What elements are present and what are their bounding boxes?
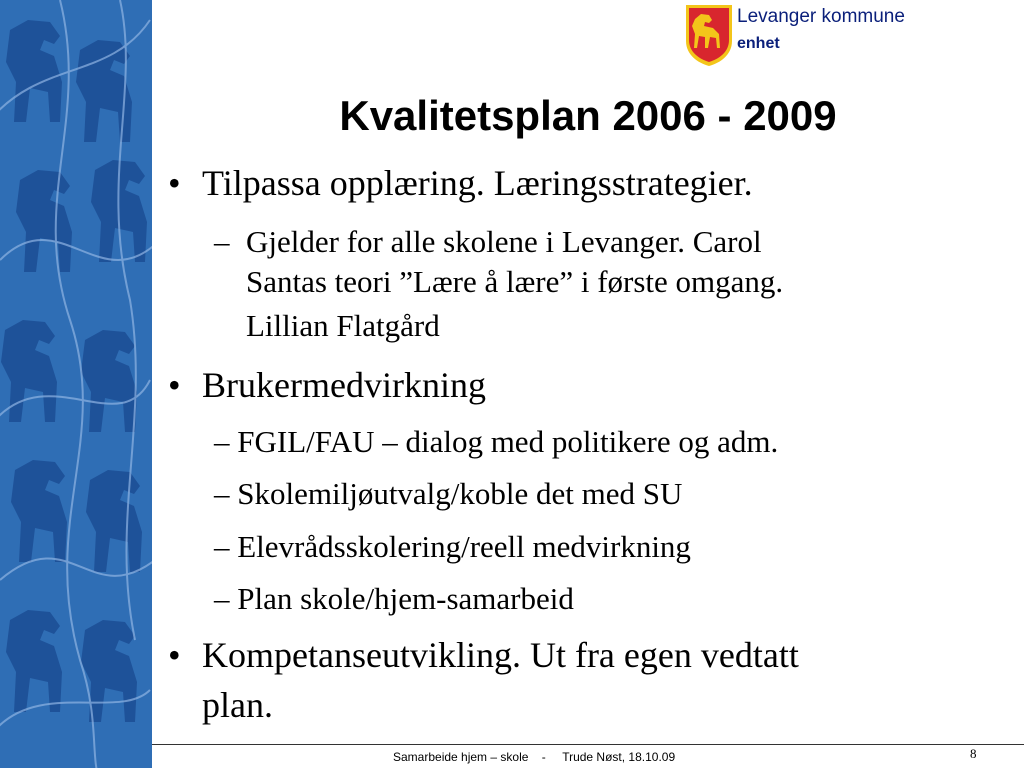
- sub-bullet-item: [214, 579, 574, 619]
- page-number: 8: [970, 746, 977, 761]
- bullet-text: Tilpassa opplæring. Læringsstrategier.: [202, 163, 753, 203]
- sub-bullet-text: Plan skole/hjem-samarbeid: [237, 581, 574, 616]
- dash-marker: –: [214, 476, 230, 511]
- sub-bullet-text: Skolemiljøutvalg/koble det med SU: [237, 476, 683, 511]
- dash-marker: –: [214, 424, 230, 459]
- organization-name: Levanger kommune: [737, 6, 905, 27]
- organization-unit: enhet: [737, 35, 780, 52]
- bullet-marker: •: [168, 365, 181, 405]
- bullet-marker: •: [168, 635, 181, 675]
- dash-marker: –: [214, 529, 230, 564]
- levanger-logo: [684, 3, 734, 67]
- footer-divider: [152, 744, 1024, 745]
- bullet-text: Brukermedvirkning: [202, 365, 486, 405]
- footer-text: Samarbeide hjem – skole - Trude Nøst, 18.10.09: [393, 750, 676, 764]
- sub-bullet-item: [214, 422, 778, 462]
- sub-bullet-text: FGIL/FAU – dialog med politikere og adm.: [237, 424, 779, 459]
- decorative-sidebar: [0, 0, 152, 768]
- sub-bullet-item: [214, 474, 682, 514]
- horse-pattern-icon: [0, 0, 152, 768]
- sub-bullet-text: Lillian Flatgård: [246, 308, 440, 343]
- sub-bullet-text: Gjelder for alle skolene i Levanger. Carol: [246, 224, 762, 259]
- slide-title: Kvalitetsplan 2006 - 2009: [339, 92, 837, 139]
- sub-bullet-text: Santas teori ”Lære å lære” i første omgang.: [246, 264, 784, 299]
- sub-bullet-item: [214, 527, 691, 567]
- sub-bullet-text: Elevrådsskolering/reell medvirkning: [237, 529, 691, 564]
- bullet-marker: •: [168, 163, 181, 203]
- bullet-text: Kompetanseutvikling. Ut fra egen vedtatt: [202, 635, 799, 675]
- horse-crest-icon: [684, 3, 734, 67]
- dash-marker: –: [214, 224, 230, 259]
- bullet-text: plan.: [202, 685, 273, 725]
- dash-marker: –: [214, 581, 230, 616]
- sub-bullet-item: [214, 222, 230, 262]
